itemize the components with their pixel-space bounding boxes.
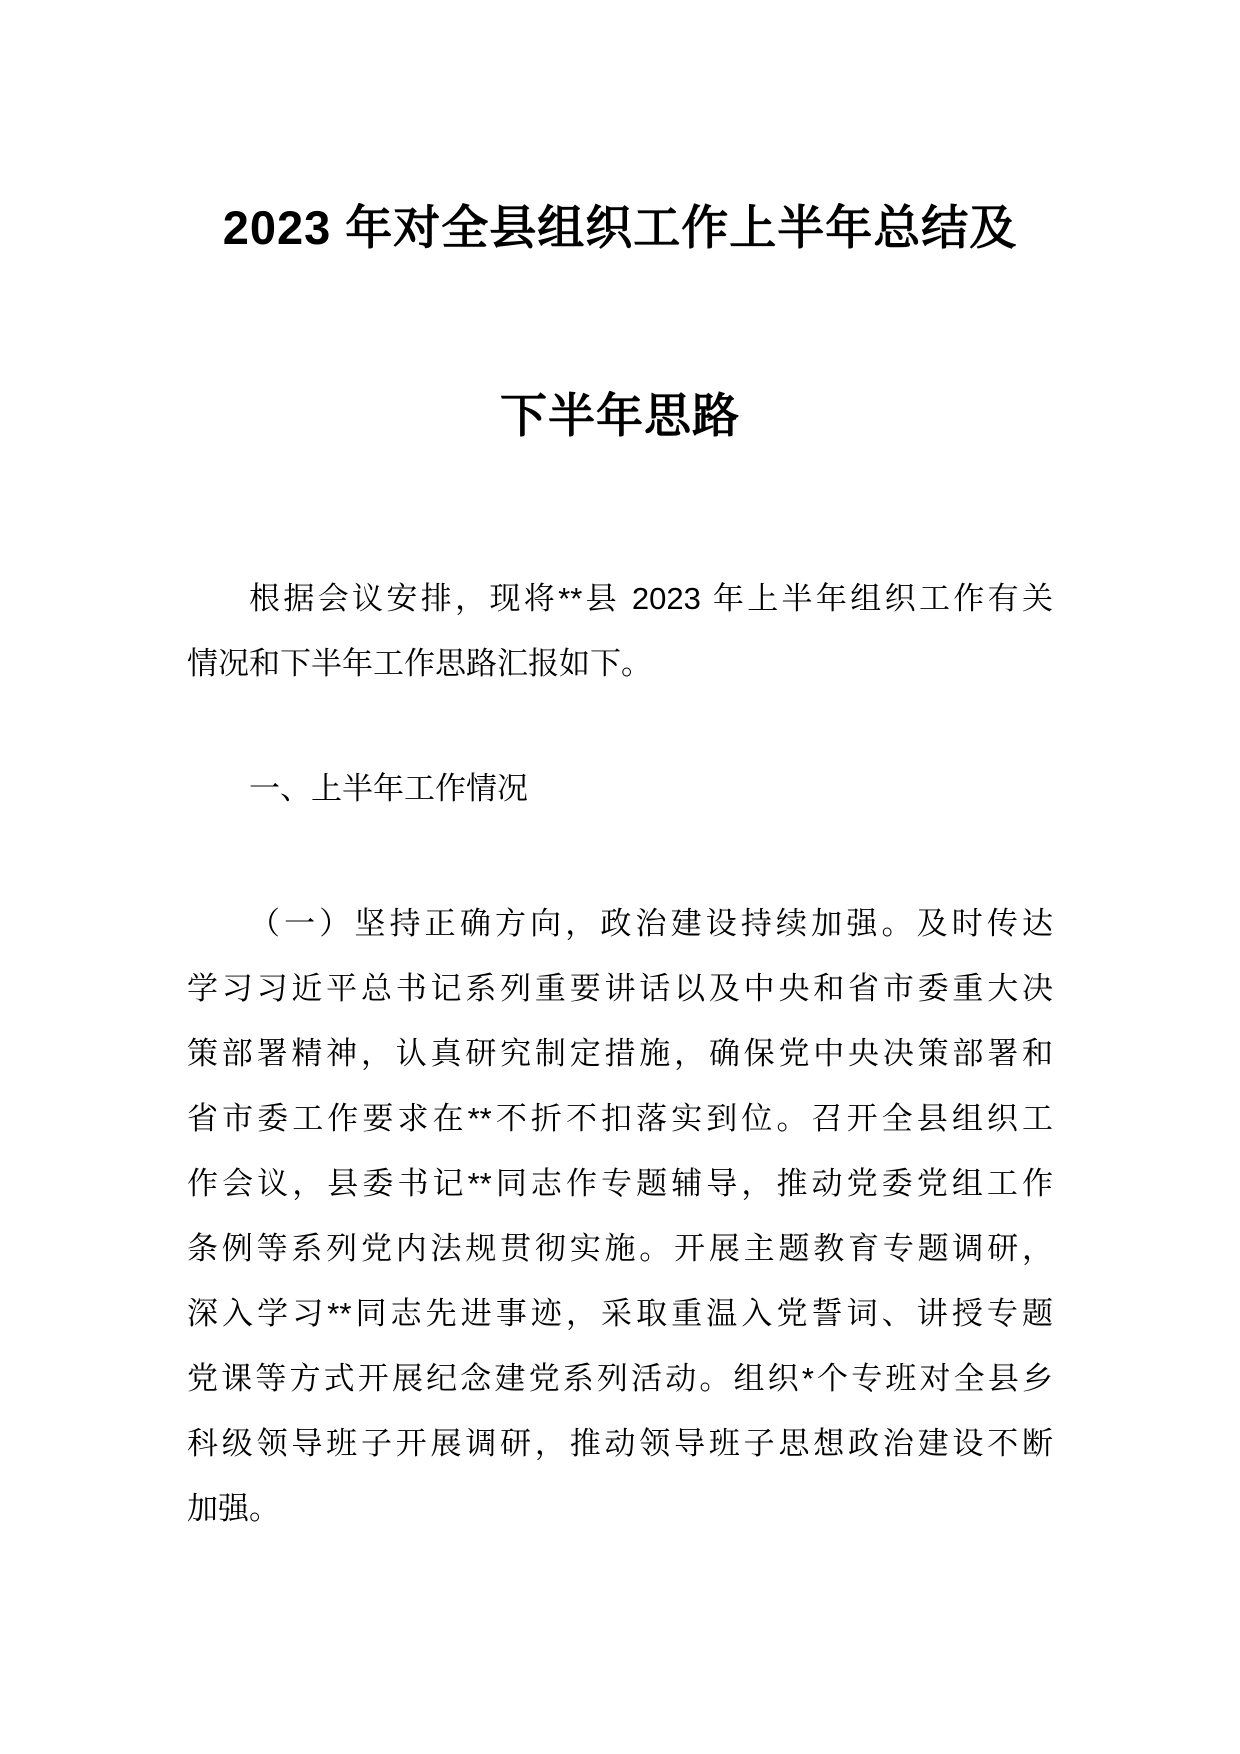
- paragraph-line: （一）坚持正确方向，政治建设持续加强。及时传达: [249, 907, 1053, 941]
- paragraph-line: 根据会议安排，现将**县 2023 年上半年组织工作有关: [249, 582, 1053, 616]
- paragraph-line: 党课等方式开展纪念建党系列活动。组织*个专班对全县乡: [187, 1362, 1053, 1396]
- paragraph-line: 加强。: [187, 1492, 280, 1526]
- paragraph-line: 条例等系列党内法规贯彻实施。开展主题教育专题调研，: [187, 1232, 1053, 1266]
- paragraph-line: 省市委工作要求在**不折不扣落实到位。召开全县组织工: [187, 1102, 1053, 1136]
- paragraph-line: 学习习近平总书记系列重要讲话以及中央和省市委重大决: [187, 972, 1053, 1006]
- paragraph-line: 情况和下半年工作思路汇报如下。: [187, 647, 652, 681]
- paragraph-line: 策部署精神，认真研究制定措施，确保党中央决策部署和: [187, 1037, 1053, 1071]
- document-title-line-2: 下半年思路: [500, 391, 740, 442]
- paragraph-line: 作会议，县委书记**同志作专题辅导，推动党委党组工作: [187, 1167, 1053, 1201]
- section-heading: 一、上半年工作情况: [249, 772, 528, 806]
- paragraph-line: 深入学习**同志先进事迹，采取重温入党誓词、讲授专题: [187, 1297, 1053, 1331]
- document-title-line-1: 2023 年对全县组织工作上半年总结及: [222, 203, 1018, 254]
- paragraph-line: 科级领导班子开展调研，推动领导班子思想政治建设不断: [187, 1427, 1053, 1461]
